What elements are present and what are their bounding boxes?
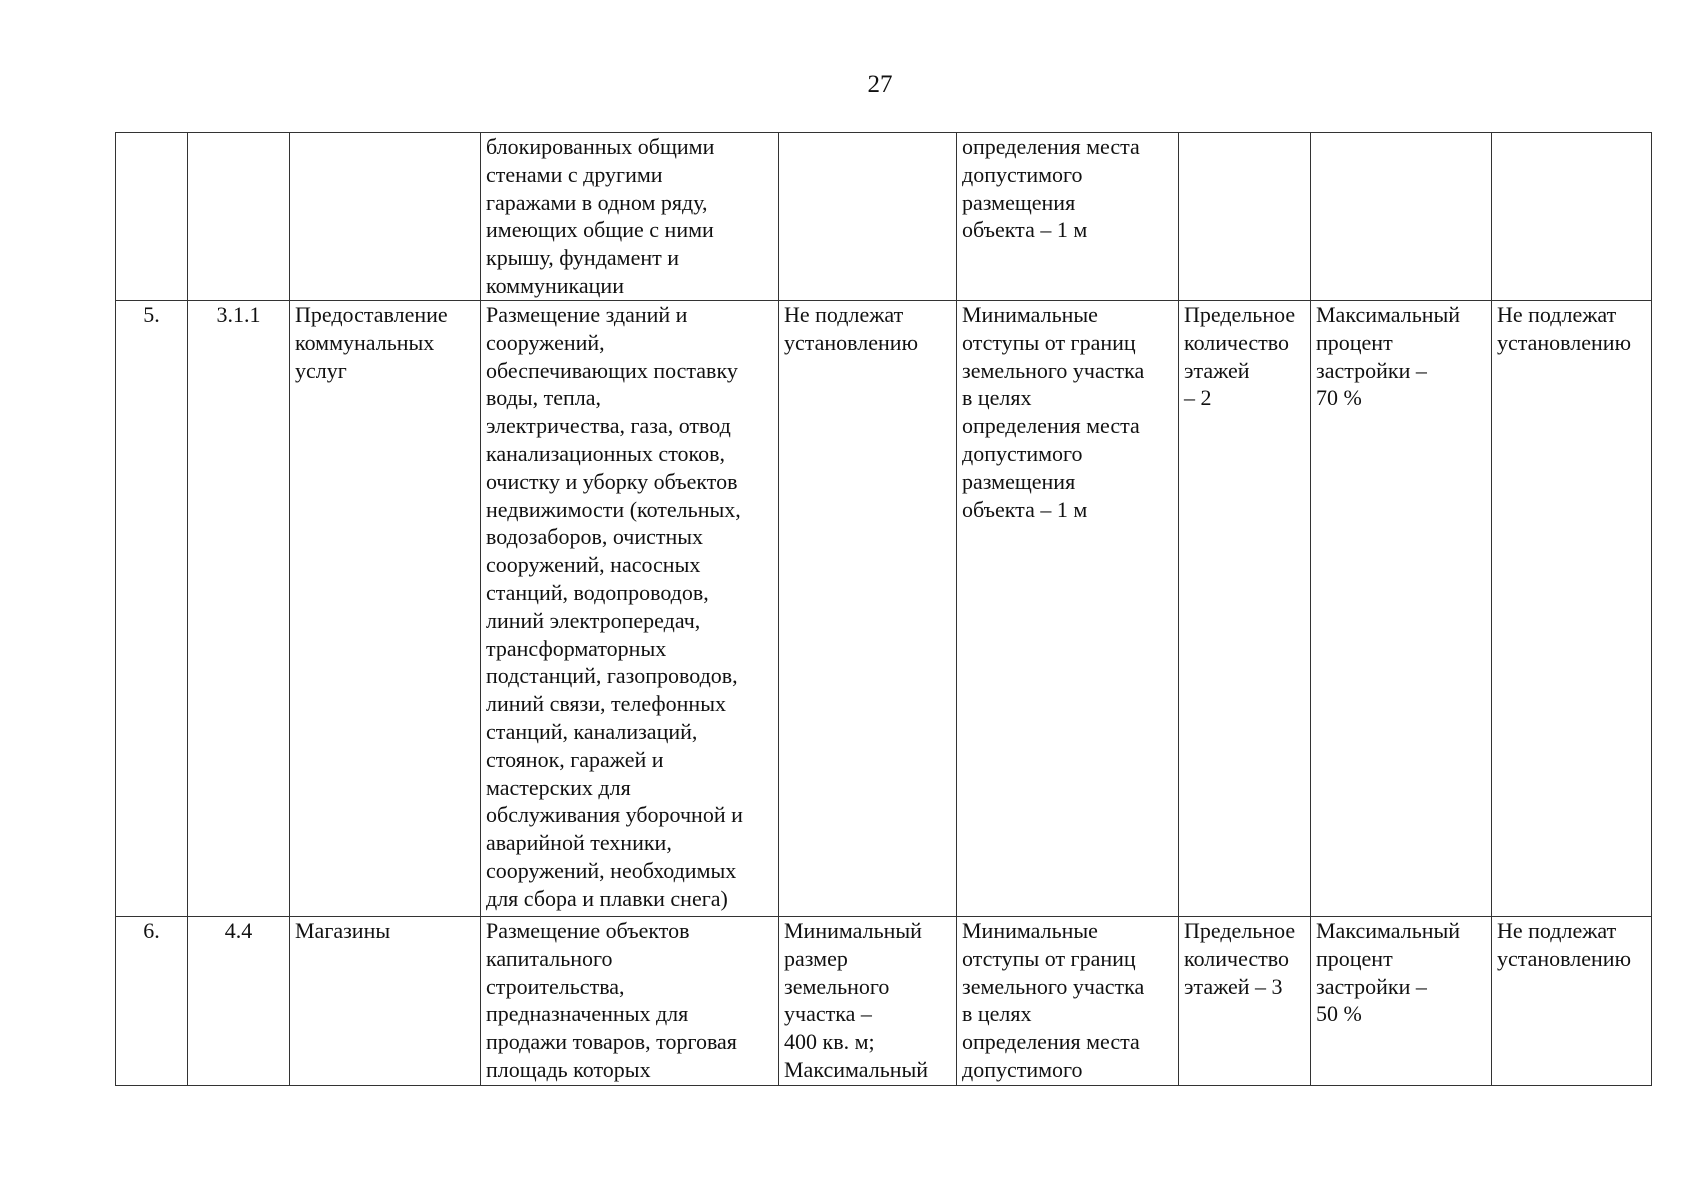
- use-description-cell: Размещение зданий и сооружений, обеспечивающих поставку воды, тепла, электричества, газа, отвод канализационных стоков, очистку и уборку объектов недвижимости (котельных, водозаборов, очистных сооружений, насосных станций, водопроводов, линий электропередач, трансформаторных подстанций, газопроводов, линий связи, телефонных станций, канализаций, стоянок, гаражей и мастерских для обслуживания уборочной и аварийной техники, сооружений, необходимых для сбора и плавки снега): [481, 301, 779, 917]
- use-code-cell: [188, 133, 290, 301]
- row-number-cell: [116, 133, 188, 301]
- floors-cell: Предельное количество этажей – 3: [1179, 917, 1311, 1086]
- use-description-cell: блокированных общими стенами с другими гаражами в одном ряду, имеющих общие с ними крышу, фундамент и коммуникации: [481, 133, 779, 301]
- table-row: [116, 917, 1652, 1086]
- use-description-cell: Размещение объектов капитального строительства, предназначенных для продажи товаров, торговая площадь которых: [481, 917, 779, 1086]
- coverage-cell: [1311, 133, 1492, 301]
- plot-size-cell: Не подлежат установлению: [779, 301, 957, 917]
- use-name-cell: Предоставление коммунальных услуг: [290, 301, 481, 917]
- use-code-cell: 4.4: [188, 917, 290, 1086]
- setbacks-cell: Минимальные отступы от границ земельного участка в целях определения места допустимого: [957, 917, 1179, 1086]
- floors-cell: Предельное количество этажей – 2: [1179, 301, 1311, 917]
- setbacks-cell: определения места допустимого размещения объекта – 1 м: [957, 133, 1179, 301]
- table-row: [116, 133, 1652, 301]
- use-code-cell: 3.1.1: [188, 301, 290, 917]
- use-name-cell: [290, 133, 481, 301]
- row-number-cell: 6.: [116, 917, 188, 1086]
- coverage-cell: Максимальный процент застройки – 50 %: [1311, 917, 1492, 1086]
- plot-size-cell: [779, 133, 957, 301]
- setbacks-cell: Минимальные отступы от границ земельного участка в целях определения места допустимого размещения объекта – 1 м: [957, 301, 1179, 917]
- use-name-cell: Магазины: [290, 917, 481, 1086]
- floors-cell: [1179, 133, 1311, 301]
- coverage-cell: Максимальный процент застройки – 70 %: [1311, 301, 1492, 917]
- other-params-cell: Не подлежат установлению: [1492, 301, 1652, 917]
- other-params-cell: [1492, 133, 1652, 301]
- regulations-table: [115, 132, 1652, 1086]
- table-row: [116, 301, 1652, 917]
- row-number-cell: 5.: [116, 301, 188, 917]
- page-number: 27: [867, 71, 893, 98]
- plot-size-cell: Минимальный размер земельного участка – 400 кв. м; Максимальный: [779, 917, 957, 1086]
- other-params-cell: Не подлежат установлению: [1492, 917, 1652, 1086]
